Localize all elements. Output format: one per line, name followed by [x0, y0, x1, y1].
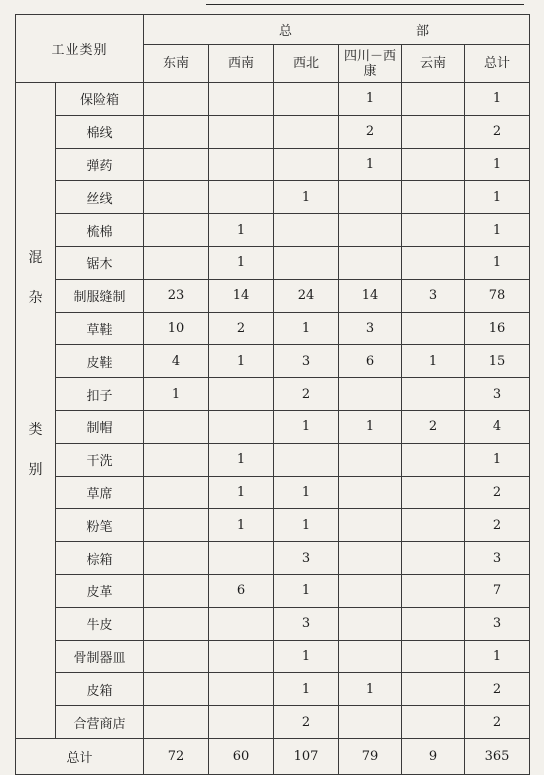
category-name: 骨制器皿 — [56, 640, 144, 673]
value-cell: 2 — [465, 706, 530, 739]
header-group — [144, 15, 530, 45]
value-cell: 1 — [465, 640, 530, 673]
category-name: 牛皮 — [56, 607, 144, 640]
value-cell: 1 — [339, 83, 402, 116]
category-name: 制服缝制 — [56, 279, 144, 312]
value-cell — [339, 509, 402, 542]
value-cell: 1 — [465, 214, 530, 247]
value-cell: 1 — [209, 246, 274, 279]
value-cell: 1 — [339, 410, 402, 443]
region-header: 总计 — [465, 45, 530, 83]
value-cell — [144, 673, 209, 706]
value-cell: 3 — [274, 542, 339, 575]
value-cell — [144, 181, 209, 214]
table-row — [16, 279, 530, 312]
value-cell — [402, 509, 465, 542]
category-name: 干洗 — [56, 443, 144, 476]
value-cell — [402, 607, 465, 640]
value-cell — [274, 246, 339, 279]
table-row — [16, 574, 530, 607]
value-cell — [209, 148, 274, 181]
category-name: 扣子 — [56, 378, 144, 411]
value-cell — [402, 443, 465, 476]
value-cell: 3 — [274, 607, 339, 640]
value-cell — [339, 706, 402, 739]
value-cell — [144, 443, 209, 476]
value-cell: 78 — [465, 279, 530, 312]
total-label: 总计 — [16, 738, 144, 774]
table-row — [16, 542, 530, 575]
table-row — [16, 509, 530, 542]
value-cell: 23 — [144, 279, 209, 312]
value-cell — [274, 214, 339, 247]
value-cell — [339, 574, 402, 607]
group-label-cell — [16, 83, 56, 739]
value-cell — [144, 83, 209, 116]
value-cell: 1 — [274, 574, 339, 607]
table-row — [16, 214, 530, 247]
value-cell — [144, 410, 209, 443]
table-row — [16, 345, 530, 378]
value-cell: 6 — [209, 574, 274, 607]
region-header: 东南 — [144, 45, 209, 83]
region-header: 云南 — [402, 45, 465, 83]
header-group-left-char: 总 — [279, 24, 293, 39]
value-cell — [402, 83, 465, 116]
category-name: 草席 — [56, 476, 144, 509]
total-value-cell: 72 — [144, 738, 209, 774]
value-cell: 1 — [402, 345, 465, 378]
group-label-char: 杂 — [28, 290, 43, 306]
region-header: 西北 — [274, 45, 339, 83]
value-cell: 24 — [274, 279, 339, 312]
value-cell: 1 — [209, 476, 274, 509]
value-cell — [339, 443, 402, 476]
value-cell — [402, 476, 465, 509]
value-cell — [402, 673, 465, 706]
value-cell — [209, 378, 274, 411]
value-cell: 3 — [339, 312, 402, 345]
value-cell: 1 — [274, 673, 339, 706]
value-cell: 2 — [465, 673, 530, 706]
value-cell — [402, 181, 465, 214]
value-cell — [274, 443, 339, 476]
table-row — [16, 410, 530, 443]
table-row — [16, 378, 530, 411]
table-row — [16, 246, 530, 279]
value-cell: 2 — [465, 115, 530, 148]
value-cell — [402, 574, 465, 607]
table-row — [16, 312, 530, 345]
value-cell: 10 — [144, 312, 209, 345]
value-cell: 16 — [465, 312, 530, 345]
value-cell — [144, 706, 209, 739]
header-group-right-char: 部 — [416, 24, 430, 39]
value-cell — [209, 410, 274, 443]
value-cell: 3 — [465, 378, 530, 411]
value-cell — [144, 542, 209, 575]
value-cell: 2 — [274, 706, 339, 739]
region-header: 西南 — [209, 45, 274, 83]
value-cell: 1 — [465, 148, 530, 181]
value-cell: 1 — [274, 312, 339, 345]
table-body — [16, 83, 530, 775]
value-cell — [209, 115, 274, 148]
value-cell — [144, 607, 209, 640]
value-cell: 1 — [465, 83, 530, 116]
category-name: 锯木 — [56, 246, 144, 279]
total-value-cell: 107 — [274, 738, 339, 774]
total-value-cell: 9 — [402, 738, 465, 774]
statistics-table — [15, 14, 530, 775]
table-row — [16, 476, 530, 509]
value-cell: 2 — [465, 476, 530, 509]
category-name: 皮箱 — [56, 673, 144, 706]
value-cell — [209, 706, 274, 739]
value-cell: 1 — [274, 410, 339, 443]
value-cell: 3 — [465, 542, 530, 575]
value-cell — [144, 574, 209, 607]
total-value-cell: 60 — [209, 738, 274, 774]
value-cell — [209, 542, 274, 575]
category-name: 弹药 — [56, 148, 144, 181]
value-cell — [402, 640, 465, 673]
value-cell: 15 — [465, 345, 530, 378]
value-cell — [402, 214, 465, 247]
region-header: 四川－西康 — [339, 45, 402, 83]
value-cell — [402, 378, 465, 411]
total-value-cell: 365 — [465, 738, 530, 774]
value-cell: 1 — [465, 443, 530, 476]
category-name: 粉笔 — [56, 509, 144, 542]
value-cell — [402, 706, 465, 739]
value-cell: 1 — [465, 181, 530, 214]
value-cell — [402, 312, 465, 345]
value-cell — [402, 542, 465, 575]
value-cell — [274, 148, 339, 181]
value-cell — [274, 83, 339, 116]
value-cell — [209, 640, 274, 673]
category-name: 皮革 — [56, 574, 144, 607]
value-cell: 1 — [339, 673, 402, 706]
value-cell — [144, 640, 209, 673]
value-cell — [144, 509, 209, 542]
value-cell: 7 — [465, 574, 530, 607]
value-cell — [339, 181, 402, 214]
category-name: 梳棉 — [56, 214, 144, 247]
category-name: 保险箱 — [56, 83, 144, 116]
category-name: 草鞋 — [56, 312, 144, 345]
value-cell: 3 — [402, 279, 465, 312]
header-category-label: 工业类别 — [16, 15, 144, 83]
top-rule — [206, 4, 524, 5]
group-label-char: 类 — [28, 422, 43, 438]
category-name: 皮鞋 — [56, 345, 144, 378]
value-cell: 1 — [274, 181, 339, 214]
category-name: 制帽 — [56, 410, 144, 443]
value-cell — [402, 115, 465, 148]
value-cell — [209, 607, 274, 640]
value-cell — [339, 378, 402, 411]
value-cell: 3 — [274, 345, 339, 378]
value-cell — [339, 607, 402, 640]
table-row — [16, 640, 530, 673]
value-cell — [339, 214, 402, 247]
value-cell: 4 — [465, 410, 530, 443]
group-label-char: 混 — [28, 250, 43, 266]
table-row — [16, 607, 530, 640]
value-cell: 1 — [144, 378, 209, 411]
table-row — [16, 443, 530, 476]
value-cell — [402, 246, 465, 279]
category-name: 棕箱 — [56, 542, 144, 575]
value-cell — [209, 83, 274, 116]
category-name: 棉线 — [56, 115, 144, 148]
value-cell — [209, 673, 274, 706]
value-cell: 1 — [209, 345, 274, 378]
value-cell: 1 — [209, 443, 274, 476]
table-row — [16, 673, 530, 706]
value-cell: 1 — [274, 640, 339, 673]
value-cell — [274, 115, 339, 148]
value-cell: 2 — [465, 509, 530, 542]
table-row — [16, 83, 530, 116]
value-cell — [144, 246, 209, 279]
value-cell: 1 — [465, 246, 530, 279]
value-cell — [144, 148, 209, 181]
value-cell: 2 — [274, 378, 339, 411]
category-name: 丝线 — [56, 181, 144, 214]
value-cell: 1 — [209, 509, 274, 542]
value-cell — [339, 476, 402, 509]
value-cell — [339, 246, 402, 279]
value-cell — [209, 181, 274, 214]
value-cell — [144, 115, 209, 148]
value-cell: 1 — [339, 148, 402, 181]
value-cell: 14 — [339, 279, 402, 312]
table-row — [16, 181, 530, 214]
value-cell: 3 — [465, 607, 530, 640]
table-row — [16, 706, 530, 739]
value-cell: 2 — [339, 115, 402, 148]
value-cell: 1 — [274, 509, 339, 542]
value-cell — [339, 640, 402, 673]
value-cell: 1 — [209, 214, 274, 247]
value-cell: 6 — [339, 345, 402, 378]
total-value-cell: 79 — [339, 738, 402, 774]
value-cell: 14 — [209, 279, 274, 312]
value-cell — [144, 476, 209, 509]
value-cell: 2 — [209, 312, 274, 345]
table-row — [16, 115, 530, 148]
value-cell — [402, 148, 465, 181]
value-cell: 4 — [144, 345, 209, 378]
value-cell — [144, 214, 209, 247]
table-row — [16, 148, 530, 181]
value-cell: 2 — [402, 410, 465, 443]
category-name: 合营商店 — [56, 706, 144, 739]
value-cell: 1 — [274, 476, 339, 509]
group-label-char: 别 — [28, 462, 43, 478]
value-cell — [339, 542, 402, 575]
total-row — [16, 738, 530, 774]
